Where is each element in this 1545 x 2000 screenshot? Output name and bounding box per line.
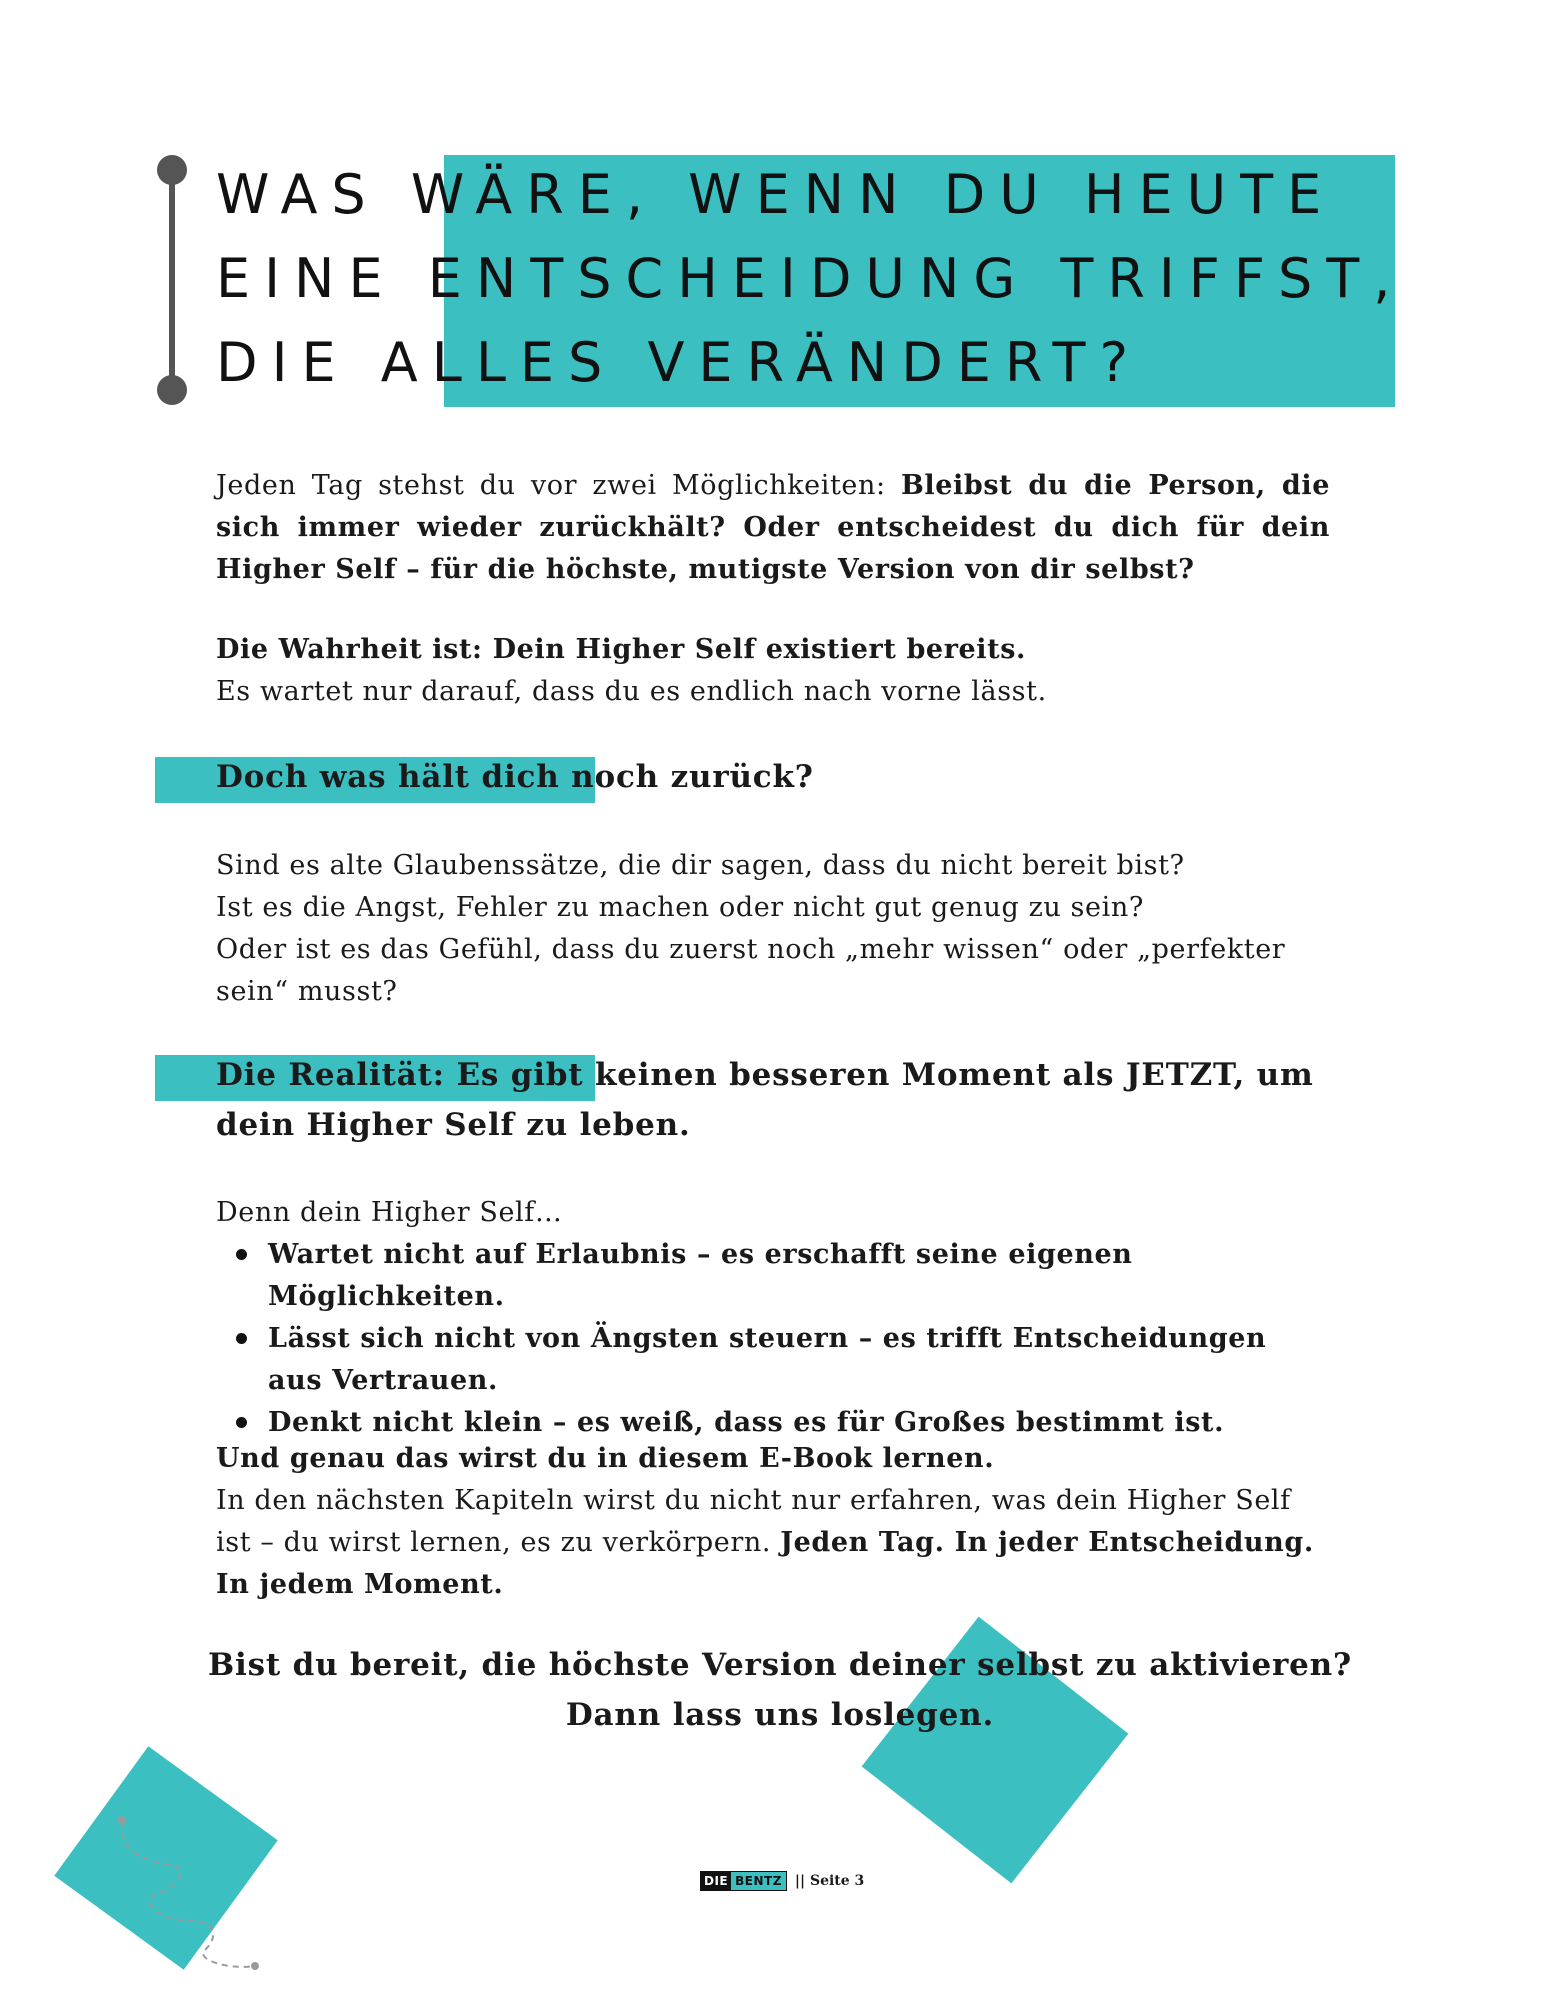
ebook-text: In den nächsten Kapiteln wirst du nicht nur erfahren, was dein Higher Self ist – du wirst lernen, es zu verkörpern.	[216, 1485, 1291, 1558]
logo-part-1: DIE	[701, 1872, 731, 1890]
list-item: Denkt nicht klein – es weiß, dass es für Großes bestimmt ist.	[216, 1402, 1330, 1444]
truth-bold-line: Die Wahrheit ist: Dein Higher Self existiert bereits.	[216, 634, 1027, 665]
section-1-line-3: Oder ist es das Gefühl, dass du zuerst noch „mehr wissen“ oder „perfekter sein“ musst?	[216, 934, 1286, 1007]
section-1-heading: Doch was hält dich noch zurück?	[216, 759, 814, 795]
title-line-2: EINE ENTSCHEIDUNG TRIFFST,	[216, 247, 1405, 310]
ebook-bold-end: Jeden Tag. In jeder Entscheidung. In jedem Moment.	[216, 1527, 1314, 1600]
section-2-heading: Die Realität: Es gibt keinen besseren Moment als JETZT, um dein Higher Self zu leben.	[216, 1057, 1314, 1143]
page-number: || Seite 3	[794, 1873, 865, 1889]
page-title	[216, 153, 1416, 405]
section-1-paragraph	[216, 845, 1330, 1013]
list-item: Wartet nicht auf Erlaubnis – es erschafft seine eigenen Möglichkeiten.	[216, 1234, 1330, 1318]
logo-part-2: BENTZ	[731, 1872, 786, 1890]
title-line-1: WAS WÄRE, WENN DU HEUTE	[216, 163, 1336, 226]
intro-text: Jeden Tag stehst du vor zwei Möglichkeiten:	[216, 470, 901, 501]
brand-logo	[700, 1871, 787, 1891]
truth-paragraph	[216, 629, 1330, 713]
truth-text-line: Es wartet nur darauf, dass du es endlich nach vorne lässt.	[216, 676, 1047, 707]
closing-statement: Dann lass uns loslegen.	[565, 1697, 995, 1733]
intro-paragraph	[216, 465, 1330, 591]
page-footer	[700, 1870, 864, 1892]
section-1-line-1: Sind es alte Glaubenssätze, die dir sagen, dass du nicht bereit bist?	[216, 850, 1185, 881]
decorative-dashed-path	[100, 1810, 270, 1980]
section-2-body	[216, 1192, 1330, 1444]
intro-bold-text: Bleibst du die Person, die sich immer wieder zurückhält? Oder entscheidest du dich für dein Higher Self – für die höchste, mutigste Version von dir selbst?	[216, 470, 1330, 585]
list-item: Lässt sich nicht von Ängsten steuern – es trifft Entscheidungen aus Vertrauen.	[216, 1318, 1330, 1402]
closing-question: Bist du bereit, die höchste Version deiner selbst zu aktivieren?	[208, 1647, 1352, 1683]
section-2-intro: Denn dein Higher Self…	[216, 1197, 563, 1228]
section-1-line-2: Ist es die Angst, Fehler zu machen oder nicht gut genug zu sein?	[216, 892, 1144, 923]
title-bracket-line	[169, 170, 175, 388]
title-bracket-dot-top	[157, 155, 187, 185]
ebook-bold-line: Und genau das wirst du in diesem E-Book lernen.	[216, 1443, 995, 1474]
title-bracket-dot-bottom	[157, 375, 187, 405]
higher-self-list	[216, 1234, 1330, 1444]
title-line-3: DIE ALLES VERÄNDERT?	[216, 331, 1143, 394]
ebook-paragraph	[216, 1438, 1330, 1606]
